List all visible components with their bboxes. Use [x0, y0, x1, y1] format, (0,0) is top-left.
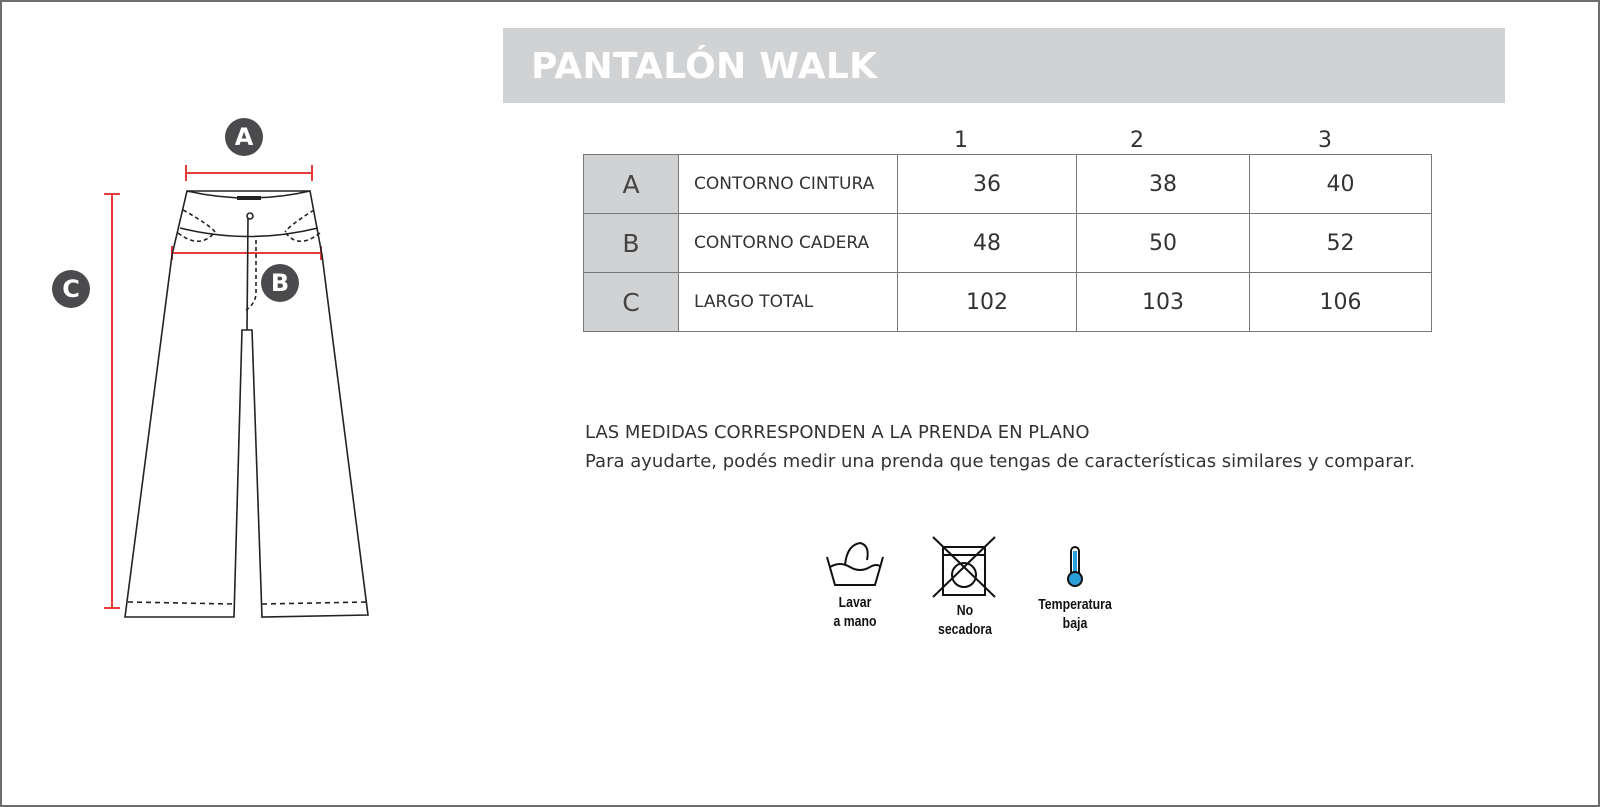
care-label: secadora	[937, 621, 993, 638]
cell-value: 48	[898, 214, 1077, 273]
hand-wash-icon	[827, 543, 883, 585]
size-header-1: 1	[954, 128, 968, 153]
table-row	[584, 214, 1432, 273]
cell-value: 38	[1077, 155, 1250, 214]
size-table	[583, 154, 1432, 332]
care-label: baja	[1062, 615, 1088, 632]
cell-value: 102	[898, 273, 1077, 332]
badge-a: A	[225, 118, 263, 156]
care-no-dryer	[928, 601, 1002, 639]
size-header-2: 2	[1130, 128, 1144, 153]
row-label: LARGO TOTAL	[679, 273, 898, 332]
row-label: CONTORNO CADERA	[679, 214, 898, 273]
row-key: A	[584, 155, 679, 214]
pants-illustration	[0, 0, 400, 700]
care-instructions	[805, 535, 1155, 665]
row-key: B	[584, 214, 679, 273]
table-row	[584, 273, 1432, 332]
row-key: C	[584, 273, 679, 332]
size-header-3: 3	[1318, 128, 1332, 153]
badge-b: B	[261, 264, 299, 302]
cell-value: 103	[1077, 273, 1250, 332]
table-row	[584, 155, 1432, 214]
care-label: Temperatura	[1038, 596, 1112, 613]
row-label: CONTORNO CINTURA	[679, 155, 898, 214]
cell-value: 52	[1250, 214, 1432, 273]
care-label: Lavar	[838, 594, 872, 611]
page-title: PANTALÓN WALK	[531, 46, 878, 87]
title-bar	[503, 28, 1505, 103]
cell-value: 36	[898, 155, 1077, 214]
measurement-notes	[585, 418, 1415, 476]
care-low-temperature	[1030, 595, 1120, 633]
care-label: a mano	[833, 613, 877, 630]
cell-value: 50	[1077, 214, 1250, 273]
care-label: No	[956, 602, 974, 619]
no-dryer-icon	[933, 537, 995, 597]
notes-heading: LAS MEDIDAS CORRESPONDEN A LA PRENDA EN PLANO	[585, 422, 1090, 443]
badge-c: C	[52, 270, 90, 308]
thermometer-low-icon	[1068, 547, 1082, 586]
cell-value: 40	[1250, 155, 1432, 214]
notes-hint: Para ayudarte, podés medir una prenda que tengas de características similares y comparar.	[585, 451, 1416, 472]
cell-value: 106	[1250, 273, 1432, 332]
pants-diagram	[0, 0, 400, 700]
care-hand-wash	[822, 593, 888, 631]
